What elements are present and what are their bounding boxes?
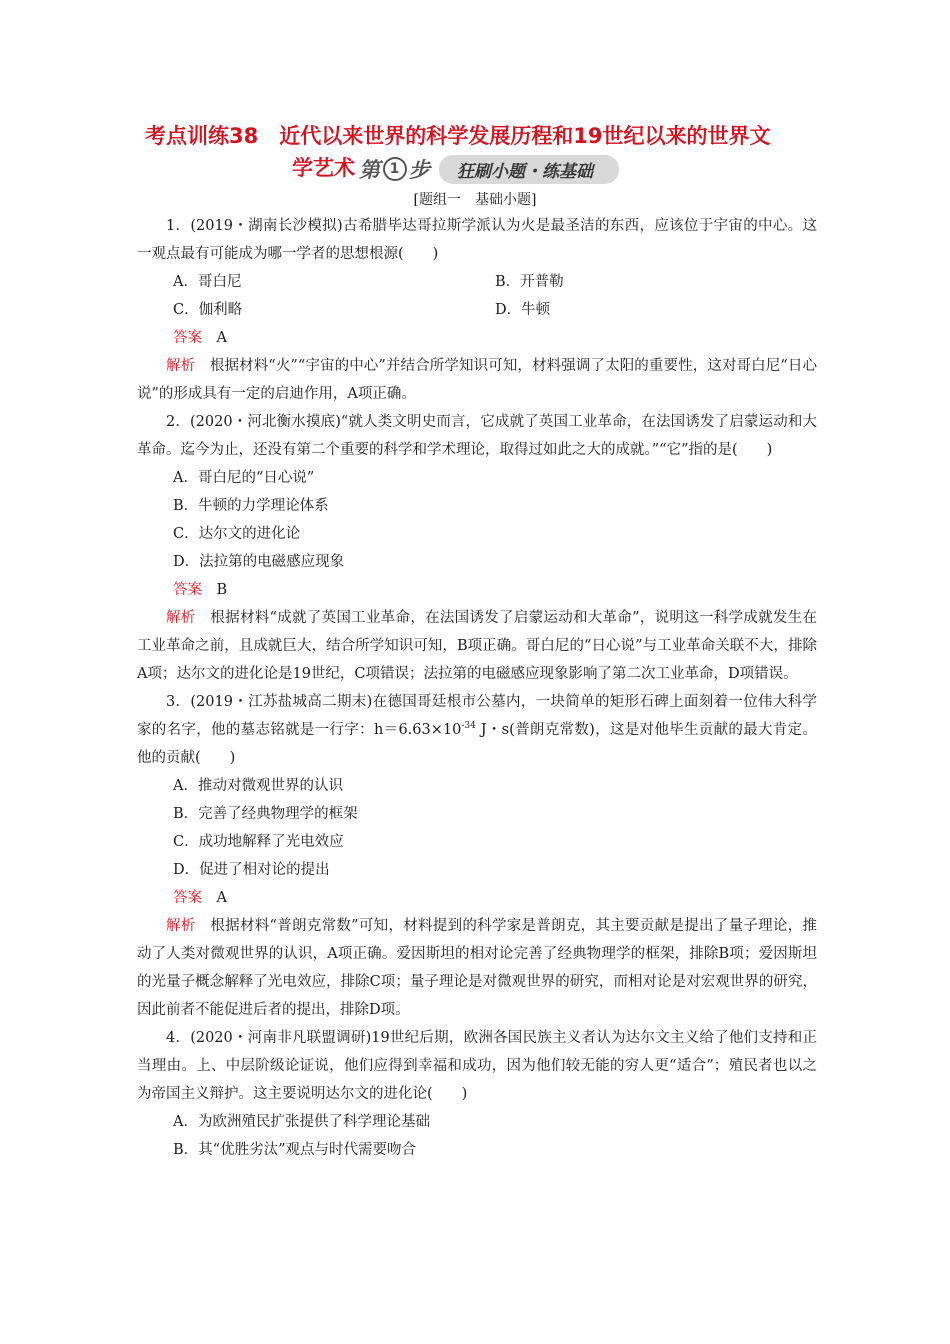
question-3-stem (137, 688, 817, 772)
analysis-text: 根据材料“普朗克常数”可知，材料提到的科学家是普朗克，其主要贡献是提出了量子理论，推动了人类对微观世界的认识，A项正确。爱因斯坦的相对论完善了经典物理学的框架，排除B项；爱因斯坦的光量子概念解释了光电效应，排除C项；量子理论是对微观世界的研究，而相对论是对宏观世界的研究，因此前者不能促进后者的提出，排除D项。 (137, 918, 818, 1018)
option-a: A．哥白尼的“日心说” (173, 470, 315, 486)
banner-pill: 狂刷小题・练基础 (439, 155, 619, 184)
option-b: B．牛顿的力学理论体系 (173, 498, 329, 514)
answer-value: B (216, 582, 228, 598)
question-1-options-row-2 (137, 296, 817, 324)
option-b: B．开普勒 (495, 274, 564, 290)
option-c: C．成功地解释了光电效应 (173, 834, 344, 850)
question-2-answer (137, 576, 817, 604)
option-b: B．完善了经典物理学的框架 (173, 806, 358, 822)
answer-label: 答案 (173, 582, 202, 598)
option-a: A．为欧洲殖民扩张提供了科学理论基础 (173, 1114, 430, 1130)
title-line-2: 学艺术 (292, 156, 355, 180)
question-3-analysis (137, 912, 817, 1024)
analysis-label: 解析 (166, 610, 196, 626)
answer-value: A (216, 330, 227, 346)
option-d: D．促进了相对论的提出 (173, 862, 330, 878)
question-1-analysis (137, 352, 817, 408)
option-d: D．法拉第的电磁感应现象 (173, 554, 345, 570)
question-4-stem: 4．(2020・河南非凡联盟调研)19世纪后期，欧洲各国民族主义者认为达尔文主义给了他们支持和正当理由。上、中层阶级论证说，他们应得到幸福和成功，因为他们较无能的穷人更“适合”；殖民者也以之为帝国主义辩护。这主要说明达尔文的进化论( ) (137, 1030, 817, 1102)
step-number-badge: 1 (383, 157, 407, 181)
stem-part-1: 3．(2019・江苏盐城高二期末)在德国哥廷根市公墓内，一块简单的矩形石碑上面刻着一位伟大科学家的名字，他的墓志铭就是一行字：h＝6.63×10 (137, 694, 817, 738)
analysis-label: 解析 (166, 358, 196, 374)
option-b: B．其“优胜劣汰”观点与时代需要吻合 (173, 1142, 416, 1158)
question-1-answer (137, 324, 817, 352)
answer-value: A (216, 890, 227, 906)
analysis-text: 根据材料“火”“宇宙的中心”并结合所学知识可知，材料强调了太阳的重要性，这对哥白尼“日心说”的形成具有一定的启迪作用，A项正确。 (137, 358, 818, 402)
option-d: D．牛顿 (495, 302, 551, 318)
question-1-options-row-1 (137, 268, 817, 296)
option-c: C．伽利略 (173, 302, 243, 318)
answer-label: 答案 (173, 890, 202, 906)
question-1-stem: 1．(2019・湖南长沙模拟)古希腊毕达哥拉斯学派认为火是最圣洁的东西，应该位于宇宙的中心。这一观点最有可能成为哪一学者的思想根源( ) (137, 218, 817, 262)
option-a: A．推动对微观世界的认识 (173, 778, 343, 794)
question-3-answer (137, 884, 817, 912)
stem-exponent: -34 (461, 721, 476, 731)
analysis-text: 根据材料“成就了英国工业革命，在法国诱发了启蒙运动和大革命”，说明这一科学成就发生在工业革命之前，且成就巨大，结合所学知识可知，B项正确。哥白尼的“日心说”与工业革命关联不大，排除A项；达尔文的进化论是19世纪，C项错误；法拉第的电磁感应现象影响了第二次工业革命，D项错误。 (137, 610, 818, 682)
stem-part-2: J・s(普朗克常数)，这是对他毕生贡献的最大肯定。他的贡献( ) (137, 722, 817, 766)
step-suffix: 步 (409, 158, 431, 182)
analysis-label: 解析 (166, 918, 196, 934)
option-c: C．达尔文的进化论 (173, 526, 301, 542)
questions-content (137, 212, 817, 1164)
title-line-1: 考点训练38 近代以来世界的科学发展历程和19世纪以来的世界文 (145, 124, 771, 148)
step-banner (359, 154, 619, 184)
group-label: [题组一 基础小题] (413, 192, 537, 208)
question-2-stem: 2．(2020・河北衡水摸底)“就人类文明史而言，它成就了英国工业革命，在法国诱发了启蒙运动和大革命。迄今为止，还没有第二个重要的科学和学术理论，取得过如此之大的成就。”“它”指的是( ) (137, 414, 817, 458)
option-a: A．哥白尼 (173, 274, 242, 290)
step-prefix: 第 (359, 158, 381, 182)
answer-label: 答案 (173, 330, 202, 346)
question-2-analysis (137, 604, 817, 688)
